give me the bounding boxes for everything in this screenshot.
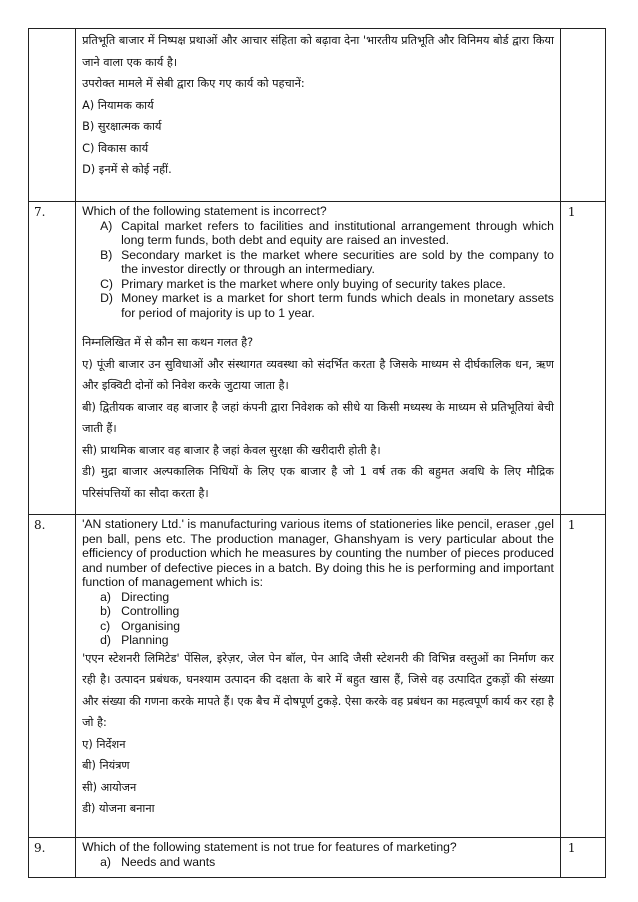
marks-value: 1 [567,518,576,532]
option-label: d) [100,633,111,647]
hindi-option: D) इनमें से कोई नहीं. [82,163,172,176]
marks-cell [560,202,605,515]
hindi-option: डी) योजना बनाना [82,802,155,815]
option-b [82,248,554,277]
question-body-cell [76,515,561,838]
hindi-option: बी) नियंत्रण [82,759,130,772]
marks-cell [560,29,605,202]
question-body-cell [76,838,561,878]
question-table [28,28,606,878]
question-number-cell [29,202,76,515]
option-text: Directing [121,589,170,604]
question-number-cell [29,838,76,878]
question-row-6 [29,29,606,202]
option-a [82,219,554,248]
hindi-option: ए) निर्देशन [82,737,126,751]
option-d [82,633,554,648]
hindi-option: डी) मुद्रा बाजार अल्पकालिक निधियों के लिए एक बाजार है जो 1 वर्ष तक की बहुमत अवधि के लिए मौद्रिक परिसंपत्तियों का सौदा करता है। [82,465,554,500]
option-a [82,590,554,605]
option-text: Secondary market is the market where securities are sold by the company to the investor directly or through an intermediary. [121,247,554,276]
hindi-question: उपरोक्त मामले में सेबी द्वारा किए गए कार्य को पहचानें: [82,77,305,90]
marks-value: 1 [567,841,576,855]
option-d [82,291,554,320]
marks-value: 1 [567,205,576,219]
option-text: Primary market is the market where only buying of security takes place. [121,276,506,291]
question-number-cell [29,29,76,202]
option-label: B) [100,247,113,262]
option-a [82,855,554,870]
option-label: A) [100,218,113,233]
hindi-option: B) सुरक्षात्मक कार्य [82,120,162,133]
hindi-option: ए) पूंजी बाजार उन सुविधाओं और संस्थागत व्यवस्था को संदर्भित करता है जिसके माध्यम से दीर्घकालिक धन, ऋण और इक्विटी दोनों को निवेश करके जुटाया जाता है। [82,357,554,392]
question-text: Which of the following statement is not true for features of marketing? [82,840,457,854]
question-row-7 [29,202,606,515]
hindi-option: सी) प्राथमिक बाजार वह बाजार है जहां केवल सुरक्षा की खरीदारी होती है। [82,443,381,457]
option-text: Planning [121,633,169,647]
hindi-option: सी) आयोजन [82,780,137,794]
marks-cell [560,838,605,878]
option-c [82,277,554,292]
option-c [82,619,554,634]
option-text: Money market is a market for short term funds which deals in monetary assets for period of majority is up to 1 year. [121,291,554,320]
question-number: 7. [34,205,46,219]
option-label: a) [100,589,111,604]
hindi-stem: प्रतिभूति बाजार में निष्पक्ष प्रथाओं और आचार संहिता को बढ़ावा देना 'भारतीय प्रतिभूति और विनिमय बोर्ड द्वारा किया जाने वाला एक कार्य है। [82,34,554,69]
option-text: Controlling [121,604,180,618]
option-text: Capital market refers to facilities and institutional arrangement through which long term funds, both debt and equity are raised an invested. [121,218,554,247]
option-label: b) [100,604,111,618]
question-body-cell [76,202,561,515]
option-label: C) [100,276,113,291]
hindi-option: A) नियामक कार्य [82,98,154,112]
option-text: Organising [121,618,181,633]
option-text: Needs and wants [121,854,216,869]
question-text: 'AN stationery Ltd.' is manufacturing various items of stationeries like pencil, eraser ,gel pen ball, pens etc. The production manager, Ghanshyam is very particular about the efficiency of production which he measures by counting the number of pieces produced and number of defective pieces in a batch. By doing this he is performing and important function of management which is: [82,517,554,589]
hindi-option: बी) द्वितीयक बाजार वह बाजार है जहां कंपनी द्वारा निवेशक को सीधे या किसी मध्यस्थ के माध्यम से प्रतिभूतियां बेची जाती हैं। [82,400,554,435]
question-number: 8. [34,518,46,532]
option-label: c) [100,618,111,633]
question-row-8 [29,515,606,838]
question-body-cell [76,29,561,202]
option-label: a) [100,854,111,869]
question-number: 9. [34,841,46,855]
question-number-cell [29,515,76,838]
hindi-option: C) विकास कार्य [82,141,149,155]
marks-cell [560,515,605,838]
hindi-question: निम्नलिखित में से कौन सा कथन गलत है? [82,336,254,349]
option-label: D) [100,291,113,305]
hindi-question: 'एएन स्टेशनरी लिमिटेड' पेंसिल, इरेज़र, जेल पेन बॉल, पेन आदि जैसी स्टेशनरी की विभिन्न वस्तुओं का निर्माण कर रही है। उत्पादन प्रबंधक, घनश्याम उत्पादन की दक्षता के बारे में बहुत खास हैं, जिसे वह उत्पादित टुकड़ों की संख्या और संख्या की गणना करके मापते हैं। एक बैच में दोषपूर्ण टुकड़े. ऐसा करके वह प्रबंधन का महत्वपूर्ण कार्य कर रहा है जो है: [82,651,554,729]
option-b [82,604,554,619]
question-row-9 [29,838,606,878]
question-text: Which of the following statement is incorrect? [82,204,327,218]
